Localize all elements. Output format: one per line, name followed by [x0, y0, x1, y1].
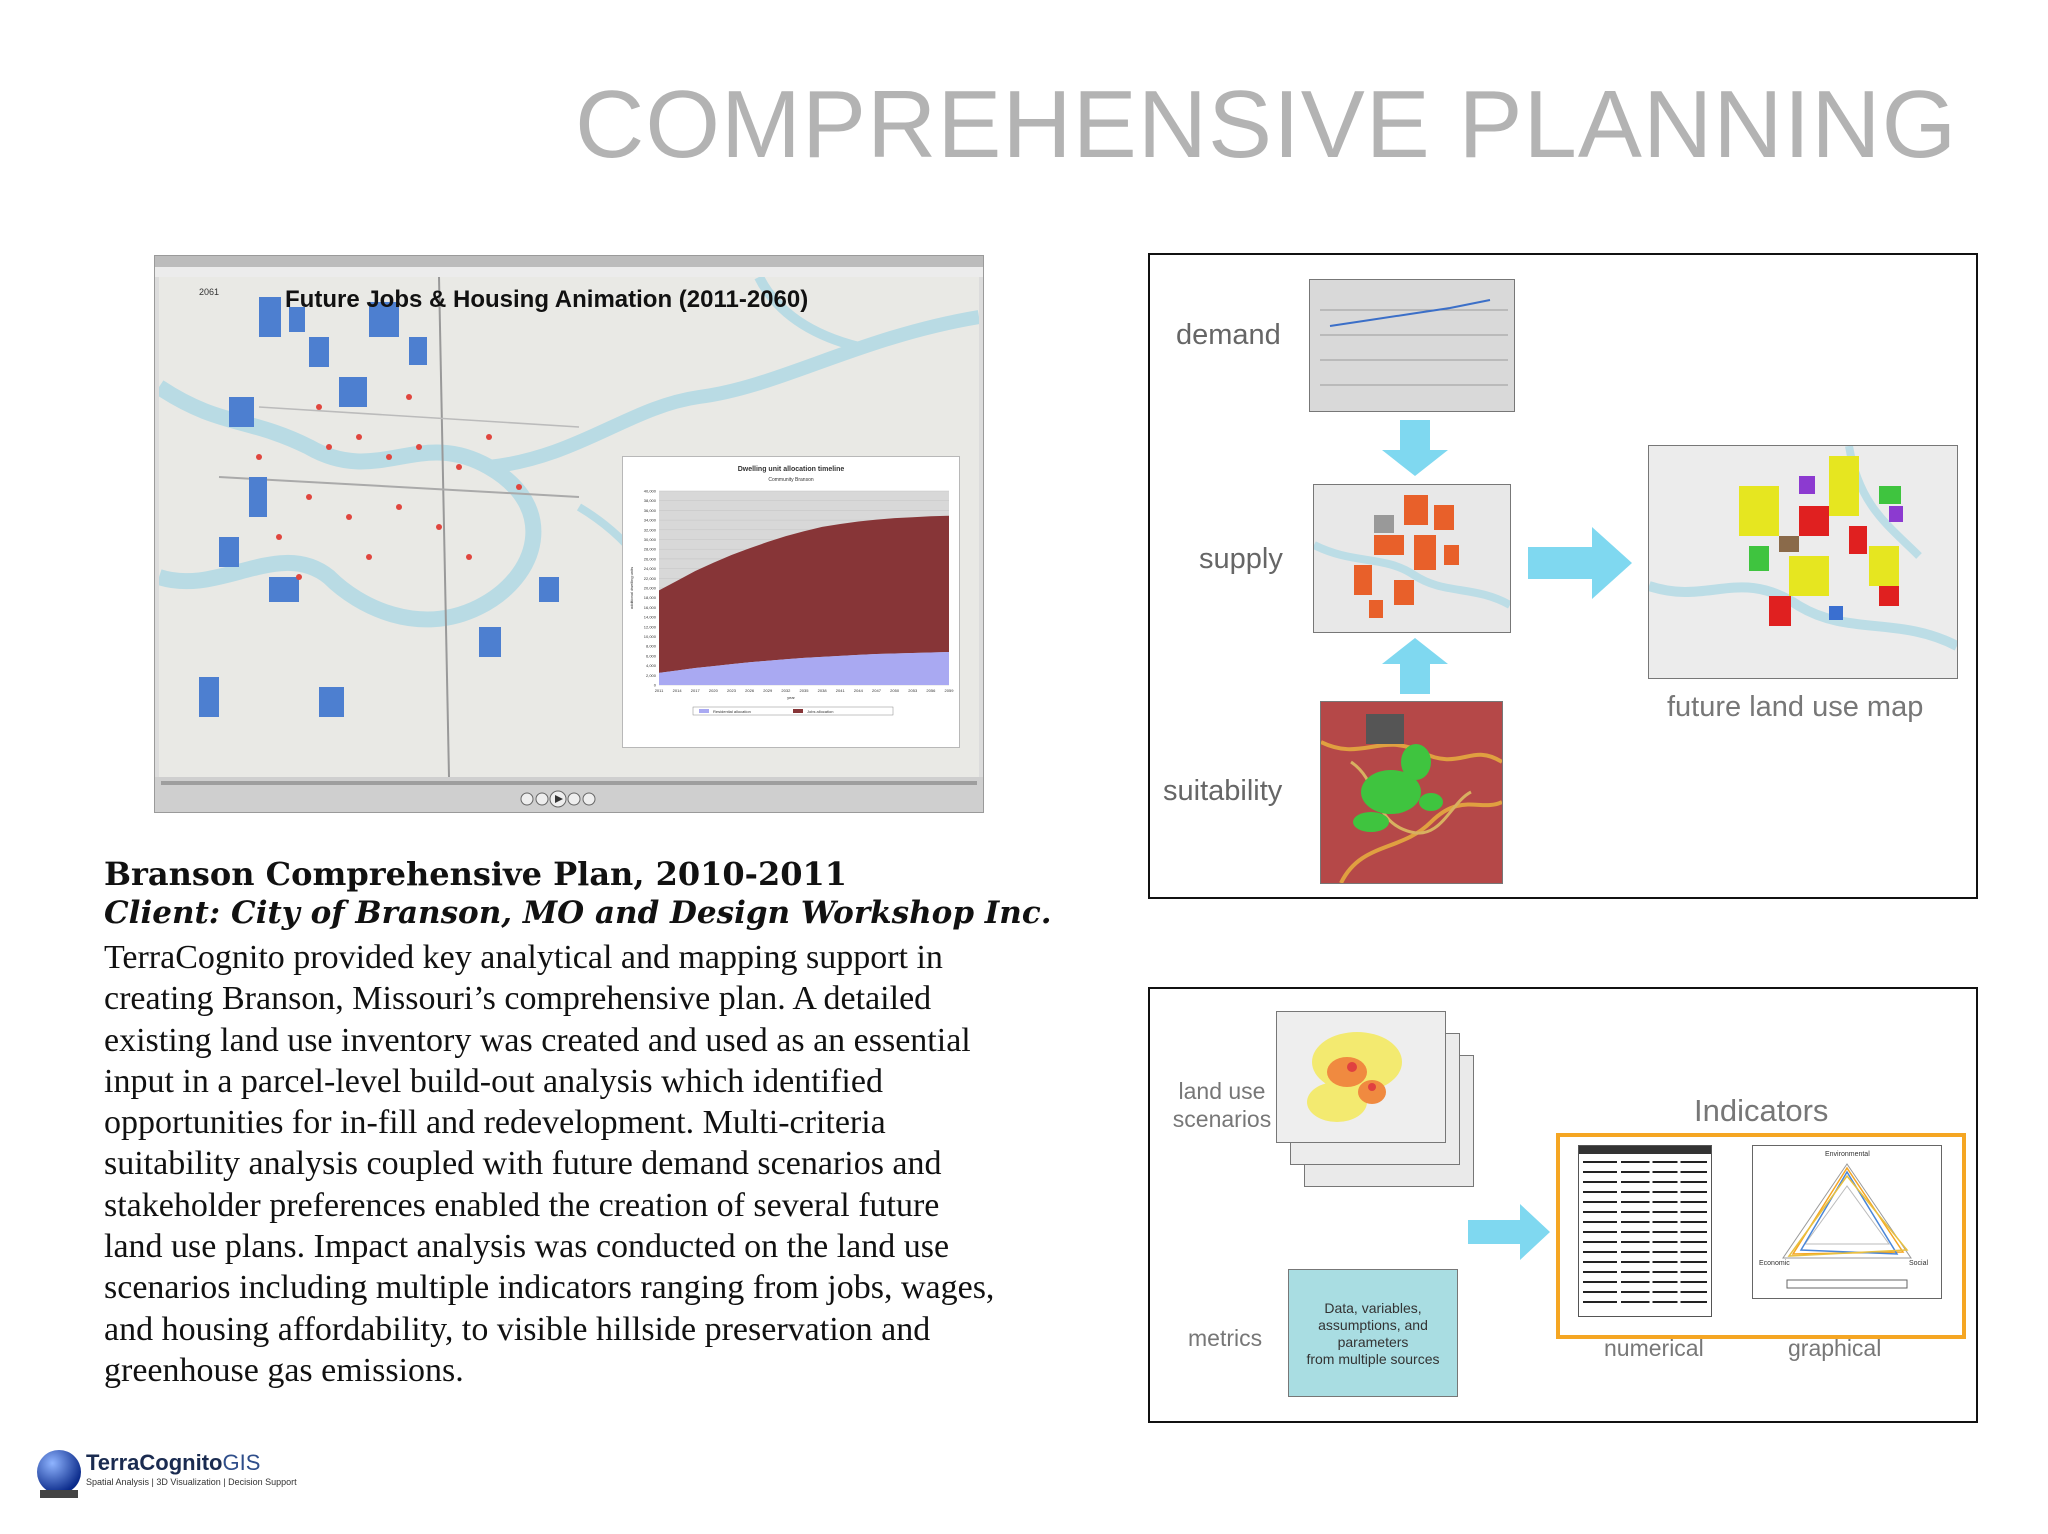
- y-tick-label: 16,000: [643, 604, 656, 610]
- skip-back-icon[interactable]: [521, 793, 533, 805]
- dwelling-unit-chart: [622, 456, 960, 748]
- description-line: opportunities for in-fill and redevelopment. Multi-criteria: [104, 1104, 886, 1142]
- logo-tagline: Spatial Analysis | 3D Visualization | Decision Support: [86, 1477, 297, 1487]
- x-tick-label: 2038: [817, 688, 827, 693]
- y-tick-label: 14,000: [643, 614, 656, 620]
- animation-heading: Future Jobs & Housing Animation (2011-2060): [285, 286, 809, 313]
- y-axis-label: additional dwelling units: [629, 566, 634, 610]
- x-tick-label: 2035: [799, 688, 809, 693]
- y-tick-label: 6,000: [645, 653, 656, 659]
- scenarios-label-line: scenarios: [1172, 1106, 1272, 1132]
- future-land-use-map-label: future land use map: [1667, 691, 1924, 723]
- y-tick-label: 40,000: [643, 488, 656, 494]
- x-tick-label: 2014: [672, 688, 682, 693]
- rewind-icon[interactable]: [536, 793, 548, 805]
- description-line: stakeholder preferences enabled the creation of several future: [104, 1186, 940, 1224]
- y-tick-label: 20,000: [643, 585, 656, 591]
- description-line: input in a parcel-level build-out analysis which identified: [104, 1062, 883, 1100]
- scenario-map-front: [1276, 1011, 1446, 1143]
- planning-process-diagram: [1148, 253, 1978, 899]
- y-tick-label: 36,000: [643, 507, 656, 513]
- impact-analysis-diagram: [1148, 987, 1978, 1423]
- description-line: creating Branson, Missouri’s comprehensive plan. A detailed: [104, 980, 932, 1018]
- x-tick-label: 2041: [835, 688, 845, 693]
- metrics-box-line: from multiple sources: [1306, 1351, 1440, 1367]
- y-tick-label: 12,000: [643, 624, 656, 630]
- suitability-map-thumbnail: [1320, 701, 1503, 884]
- indicators-box: [1556, 1133, 1966, 1339]
- y-tick-label: 2,000: [645, 672, 656, 678]
- radar-chart: [1752, 1145, 1942, 1299]
- window-titlebar: [155, 256, 983, 267]
- metrics-box-line: parameters: [1337, 1334, 1409, 1350]
- description-line: scenarios including multiple indicators ranging from jobs, wages,: [104, 1269, 995, 1307]
- x-tick-label: 2056: [926, 688, 936, 693]
- x-tick-label: 2023: [727, 688, 736, 693]
- description-line: existing land use inventory was created and used as an essential: [104, 1021, 971, 1059]
- x-axis-label: year: [787, 695, 795, 700]
- description-line: greenhouse gas emissions.: [104, 1351, 464, 1389]
- logo-suffix: GIS: [222, 1450, 261, 1475]
- down-arrow-icon: [1380, 420, 1450, 476]
- numerical-table: [1578, 1145, 1712, 1317]
- x-tick-label: 2026: [745, 688, 755, 693]
- fast-forward-icon[interactable]: [568, 793, 580, 805]
- chart-svg: [623, 457, 959, 747]
- land-use-scenarios-label: [1172, 1077, 1272, 1133]
- x-tick-label: 2029: [763, 688, 773, 693]
- page-title: COMPREHENSIVE PLANNING: [575, 71, 1958, 178]
- radar-axis-label: Economic: [1759, 1260, 1790, 1267]
- project-description: [104, 937, 1104, 1391]
- logo-name: TerraCognito: [86, 1450, 223, 1475]
- window-menubar: [155, 267, 983, 277]
- x-tick-label: 2047: [872, 688, 881, 693]
- right-arrow-icon: [1468, 1204, 1550, 1260]
- x-tick-label: 2044: [853, 688, 863, 693]
- y-tick-label: 10,000: [643, 634, 656, 639]
- y-tick-label: 26,000: [643, 556, 656, 562]
- legend-swatch-residential: [699, 709, 709, 713]
- y-tick-label: 30,000: [643, 537, 656, 542]
- project-title: Branson Comprehensive Plan, 2010-2011: [104, 855, 847, 893]
- description-line: and housing affordability, to visible hillside preservation and: [104, 1310, 931, 1348]
- y-tick-label: 0: [653, 682, 656, 688]
- y-tick-label: 28,000: [643, 546, 656, 552]
- x-tick-label: 2032: [781, 688, 791, 693]
- y-tick-label: 32,000: [643, 527, 656, 533]
- metrics-box: [1288, 1269, 1458, 1397]
- y-tick-label: 34,000: [643, 517, 656, 523]
- logo-wordmark: [86, 1450, 260, 1476]
- metrics-label: metrics: [1188, 1325, 1263, 1351]
- suitability-label: suitability: [1163, 775, 1283, 807]
- up-arrow-icon: [1380, 638, 1450, 694]
- metrics-box-line: assumptions, and: [1318, 1317, 1428, 1333]
- y-tick-label: 4,000: [645, 663, 656, 669]
- x-tick-label: 2053: [908, 688, 918, 693]
- description-line: TerraCognito provided key analytical and mapping support in: [104, 939, 943, 976]
- description-line: suitability analysis coupled with future demand scenarios and: [104, 1145, 942, 1183]
- future-land-use-map-thumbnail: [1648, 445, 1958, 679]
- y-tick-label: 8,000: [645, 643, 656, 649]
- radar-axis-label: Social: [1909, 1260, 1929, 1267]
- right-arrow-icon: [1528, 527, 1632, 599]
- x-tick-label: 2011: [654, 688, 664, 693]
- skip-forward-icon[interactable]: [583, 793, 595, 805]
- supply-map-thumbnail: [1313, 484, 1511, 633]
- animation-window: [154, 255, 984, 813]
- svg-text:2061: 2061: [199, 287, 220, 297]
- chart-subtitle: Community Branson: [768, 477, 814, 483]
- numerical-label: numerical: [1604, 1335, 1704, 1361]
- y-tick-label: 24,000: [643, 566, 656, 572]
- demand-chart-thumbnail: [1309, 279, 1515, 412]
- metrics-box-line: Data, variables,: [1324, 1300, 1422, 1316]
- demand-label: demand: [1176, 319, 1281, 351]
- chart-title: Dwelling unit allocation timeline: [737, 466, 845, 473]
- legend-swatch-jobs: [793, 709, 803, 713]
- indicators-title: Indicators: [1694, 1093, 1829, 1128]
- client-line: Client: City of Branson, MO and Design Workshop Inc.: [104, 895, 1052, 931]
- x-tick-label: 2059: [944, 688, 954, 693]
- x-tick-label: 2020: [708, 688, 718, 693]
- y-tick-label: 18,000: [643, 595, 656, 601]
- globe-logo-icon: [34, 1448, 84, 1502]
- y-tick-label: 38,000: [643, 498, 656, 504]
- x-tick-label: 2050: [890, 688, 900, 693]
- radar-axis-label: Environmental: [1825, 1151, 1870, 1158]
- scenarios-label-line: land use: [1178, 1078, 1266, 1104]
- y-tick-label: 22,000: [643, 575, 656, 581]
- x-tick-label: 2017: [690, 688, 700, 693]
- legend-label-jobs: Jobs allocation: [807, 709, 834, 714]
- playback-controls: [155, 777, 983, 812]
- description-line: land use plans. Impact analysis was conducted on the land use: [104, 1228, 950, 1266]
- legend-label-residential: Residential allocation: [713, 709, 751, 714]
- graphical-label: graphical: [1788, 1335, 1882, 1361]
- supply-label: supply: [1199, 543, 1283, 575]
